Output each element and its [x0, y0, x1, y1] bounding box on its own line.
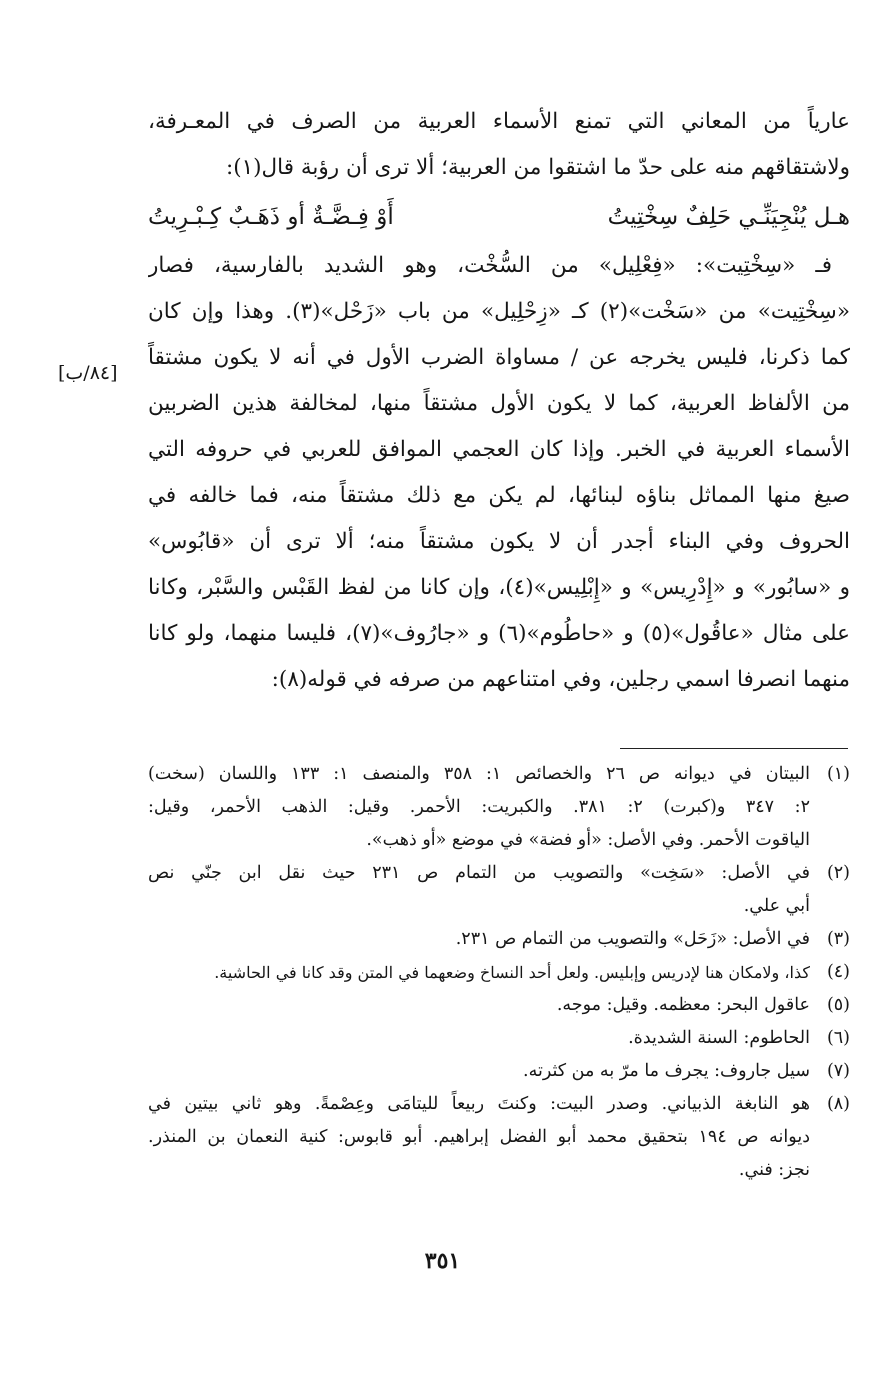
- verse-first-hemistich: هـل يُنْجِيَنِّـي حَلِفٌ سِخْتِيتُ: [607, 204, 850, 230]
- text-line: الأسماء العربية في الخبر. وإذا كان العجمي الموافق للعربي في حروفه التي: [148, 437, 850, 462]
- footnotes: [148, 758, 850, 1187]
- page-number: ٣٥١: [424, 1248, 461, 1274]
- manuscript-folio-marker: [٨٤/ب]: [58, 362, 118, 384]
- footnote-number: (٢): [826, 863, 850, 883]
- footnote-number: (١): [826, 764, 850, 784]
- verse-second-hemistich: أَوْ فِـضَّـةٌ أو ذَهَـبٌ كِـبْـرِيتُ: [148, 204, 394, 230]
- footnote-line: أبي علي.: [743, 896, 810, 916]
- footnote-line: كذا، ولامكان هنا لإدريس وإبليس. ولعل أحد النساخ وضعهما في المتن وقد كانا في الحاشية.: [214, 963, 810, 982]
- poetry-verse: [148, 191, 850, 243]
- footnote-line: نجز: فني.: [738, 1160, 810, 1180]
- footnote-number: (٦): [826, 1028, 850, 1048]
- footnote-number: (٧): [826, 1061, 850, 1081]
- footnote: [148, 956, 850, 989]
- footnote-number: (٨): [826, 1094, 850, 1114]
- text-line: منهما انصرفا اسمي رجلين، وفي امتناعهم من صرفه في قوله(٨):: [271, 667, 850, 692]
- text-line: «سِخْتِيت» من «سَخْت»(٢) كـ «زِحْلِيل» من باب «زَحْل»(٣). وهذا وإن كان: [148, 299, 850, 324]
- footnote-line: ديوانه ص ١٩٤ بتحقيق محمد أبو الفضل إبراهيم. أبو قابوس: كنية النعمان بن المنذر.: [148, 1127, 810, 1147]
- footnote-number: (٤): [826, 962, 850, 982]
- footnote-line: البيتان في ديوانه ص ٢٦ والخصائص ١: ٣٥٨ والمنصف ١: ١٣٣ واللسان (سخت): [148, 764, 810, 784]
- footnote: [148, 1022, 850, 1055]
- footnote-separator: [620, 748, 848, 749]
- footnote-line: الحاطوم: السنة الشديدة.: [628, 1028, 810, 1048]
- footnote: [148, 857, 850, 923]
- text-line: كما ذكرنا، فليس يخرجه عن / مساواة الضرب الأول في أنه لا يكون مشتقاً: [148, 345, 850, 370]
- main-text: [148, 99, 850, 703]
- footnote-number: (٣): [826, 929, 850, 949]
- footnote-line: هو النابغة الذبياني. وصدر البيت: وكنتَ ربيعاً لليتامَى وعِصْمةً. وهو ثاني بيتين في: [148, 1094, 810, 1114]
- text-line: فـ «سِخْتِيت»: «فِعْلِيل» من السُّخْت، وهو الشديد بالفارسية، فصار: [148, 253, 832, 278]
- footnote: [148, 989, 850, 1022]
- footnote-line: في الأصل: «سَخِت» والتصويب من التمام ص ٢٣١ حيث نقل ابن جنّي نص: [148, 863, 810, 883]
- footnote-line: سيل جاروف: يجرف ما مرّ به من كثرته.: [523, 1061, 810, 1081]
- text-line: صيغ منها المماثل بناؤه لبنائها، لم يكن مع ذلك مشتقاً منه، فما خالفه في: [148, 483, 850, 508]
- text-line: من الألفاظ العربية، كما لا يكون الأول مشتقاً منها، لمخالفة هذين الضربين: [148, 391, 850, 416]
- footnote: [148, 1088, 850, 1187]
- footnote: [148, 1055, 850, 1088]
- footnote-line: في الأصل: «زَحَل» والتصويب من التمام ص ٢٣١.: [455, 929, 810, 949]
- footnote: [148, 923, 850, 956]
- footnote: [148, 758, 850, 857]
- footnote-line: عاقول البحر: معظمه. وقيل: موجه.: [556, 995, 810, 1015]
- text-line: الحروف وفي البناء أجدر أن لا يكون مشتقاً منه؛ ألا ترى أن «قابُوس»: [148, 529, 850, 554]
- text-line: و «سابُور» و «إِدْرِيس» و «إِبْلِيس»(٤)، وإن كانا من لفظ القَبْس والسَّبْر، وكانا: [148, 575, 850, 600]
- text-line: ولاشتقاقهم منه على حدّ ما اشتقوا من العربية؛ ألا ترى أن رؤبة قال(١):: [225, 155, 850, 180]
- text-line: عارياً من المعاني التي تمنع الأسماء العربية من الصرف في المعـرفة،: [148, 109, 850, 134]
- footnote-line: ٢: ٣٤٧ و(كبرت) ٢: ٣٨١. والكبريت: الأحمر. وقيل: الذهب الأحمر، وقيل:: [148, 797, 810, 817]
- footnote-number: (٥): [826, 995, 850, 1015]
- text-line: على مثال «عاقُول»(٥) و «حاطُوم»(٦) و «جارُوف»(٧)، فليسا منهما، ولو كانا: [148, 621, 850, 646]
- footnote-line: الياقوت الأحمر. وفي الأصل: «أو فضة» في موضع «أو ذهب».: [366, 830, 810, 850]
